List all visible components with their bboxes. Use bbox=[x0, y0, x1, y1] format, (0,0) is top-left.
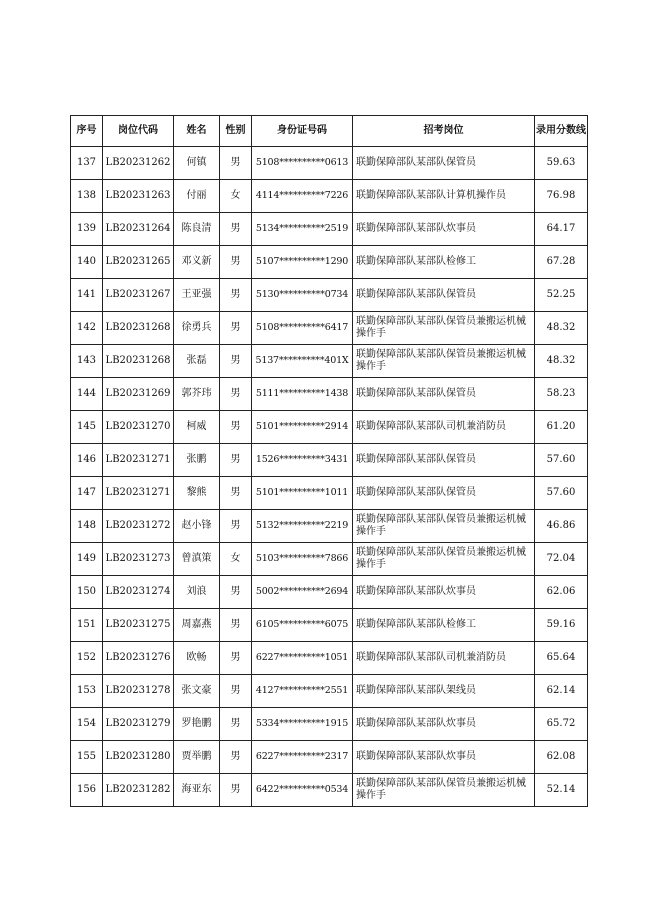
id-number-cell: 6105**********6075 bbox=[252, 609, 353, 642]
post-code-cell: LB20231271 bbox=[103, 477, 174, 510]
name-cell: 邓义新 bbox=[174, 246, 220, 279]
name-cell: 张鹏 bbox=[174, 444, 220, 477]
gender-cell: 男 bbox=[220, 609, 252, 642]
id-number-cell: 5134**********2519 bbox=[252, 213, 353, 246]
seq-cell: 140 bbox=[71, 246, 103, 279]
score-cell: 59.16 bbox=[535, 609, 588, 642]
gender-cell: 男 bbox=[220, 147, 252, 180]
name-cell: 罗艳鹏 bbox=[174, 708, 220, 741]
name-cell: 张磊 bbox=[174, 345, 220, 378]
position-cell: 联勤保障部队某部队保管员 bbox=[353, 147, 535, 180]
gender-cell: 女 bbox=[220, 543, 252, 576]
seq-cell: 153 bbox=[71, 675, 103, 708]
seq-cell: 152 bbox=[71, 642, 103, 675]
post-code-cell: LB20231272 bbox=[103, 510, 174, 543]
id-number-cell: 5108**********0613 bbox=[252, 147, 353, 180]
table-row bbox=[71, 543, 588, 576]
id-number-cell: 5108**********6417 bbox=[252, 312, 353, 345]
name-cell: 柯威 bbox=[174, 411, 220, 444]
table-body bbox=[71, 147, 588, 807]
post-code-cell: LB20231268 bbox=[103, 312, 174, 345]
seq-cell: 144 bbox=[71, 378, 103, 411]
position-cell: 联勤保障部队某部队架线员 bbox=[353, 675, 535, 708]
gender-cell: 男 bbox=[220, 279, 252, 312]
gender-cell: 男 bbox=[220, 312, 252, 345]
header-row bbox=[71, 116, 588, 147]
post-code-cell: LB20231280 bbox=[103, 741, 174, 774]
column-header-name: 姓名 bbox=[174, 116, 220, 147]
post-code-cell: LB20231274 bbox=[103, 576, 174, 609]
post-code-cell: LB20231279 bbox=[103, 708, 174, 741]
seq-cell: 155 bbox=[71, 741, 103, 774]
post-code-cell: LB20231271 bbox=[103, 444, 174, 477]
gender-cell: 男 bbox=[220, 378, 252, 411]
column-header-position: 招考岗位 bbox=[353, 116, 535, 147]
column-header-seq: 序号 bbox=[71, 116, 103, 147]
name-cell: 周嘉燕 bbox=[174, 609, 220, 642]
score-cell: 72.04 bbox=[535, 543, 588, 576]
post-code-cell: LB20231270 bbox=[103, 411, 174, 444]
position-cell: 联勤保障部队某部队检修工 bbox=[353, 246, 535, 279]
seq-cell: 156 bbox=[71, 774, 103, 807]
score-cell: 62.06 bbox=[535, 576, 588, 609]
post-code-cell: LB20231262 bbox=[103, 147, 174, 180]
seq-cell: 150 bbox=[71, 576, 103, 609]
id-number-cell: 6422**********0534 bbox=[252, 774, 353, 807]
post-code-cell: LB20231263 bbox=[103, 180, 174, 213]
column-header-id-number: 身份证号码 bbox=[252, 116, 353, 147]
score-cell: 46.86 bbox=[535, 510, 588, 543]
gender-cell: 男 bbox=[220, 345, 252, 378]
score-cell: 61.20 bbox=[535, 411, 588, 444]
id-number-cell: 4114**********7226 bbox=[252, 180, 353, 213]
id-number-cell: 5334**********1915 bbox=[252, 708, 353, 741]
post-code-cell: LB20231269 bbox=[103, 378, 174, 411]
post-code-cell: LB20231265 bbox=[103, 246, 174, 279]
position-cell: 联勤保障部队某部队保管员兼搬运机械操作手 bbox=[353, 510, 535, 543]
name-cell: 陈良清 bbox=[174, 213, 220, 246]
score-cell: 57.60 bbox=[535, 444, 588, 477]
gender-cell: 男 bbox=[220, 774, 252, 807]
table-row bbox=[71, 213, 588, 246]
position-cell: 联勤保障部队某部队保管员 bbox=[353, 378, 535, 411]
name-cell: 徐勇兵 bbox=[174, 312, 220, 345]
name-cell: 王亚强 bbox=[174, 279, 220, 312]
seq-cell: 154 bbox=[71, 708, 103, 741]
position-cell: 联勤保障部队某部队炊事员 bbox=[353, 708, 535, 741]
position-cell: 联勤保障部队某部队司机兼消防员 bbox=[353, 642, 535, 675]
table-row bbox=[71, 345, 588, 378]
table-row bbox=[71, 642, 588, 675]
table-row bbox=[71, 774, 588, 807]
gender-cell: 男 bbox=[220, 411, 252, 444]
seq-cell: 142 bbox=[71, 312, 103, 345]
table-header bbox=[71, 116, 588, 147]
seq-cell: 143 bbox=[71, 345, 103, 378]
table-row bbox=[71, 246, 588, 279]
score-cell: 64.17 bbox=[535, 213, 588, 246]
gender-cell: 男 bbox=[220, 675, 252, 708]
name-cell: 郭芥玮 bbox=[174, 378, 220, 411]
table-row bbox=[71, 411, 588, 444]
name-cell: 刘浪 bbox=[174, 576, 220, 609]
score-cell: 65.64 bbox=[535, 642, 588, 675]
position-cell: 联勤保障部队某部队保管员兼搬运机械操作手 bbox=[353, 543, 535, 576]
score-cell: 48.32 bbox=[535, 312, 588, 345]
post-code-cell: LB20231282 bbox=[103, 774, 174, 807]
table-row bbox=[71, 675, 588, 708]
table-row bbox=[71, 378, 588, 411]
post-code-cell: LB20231264 bbox=[103, 213, 174, 246]
table-row bbox=[71, 609, 588, 642]
id-number-cell: 5101**********2914 bbox=[252, 411, 353, 444]
name-cell: 贾举鹏 bbox=[174, 741, 220, 774]
table-row bbox=[71, 180, 588, 213]
position-cell: 联勤保障部队某部队保管员兼搬运机械操作手 bbox=[353, 774, 535, 807]
table-row bbox=[71, 279, 588, 312]
table-row bbox=[71, 477, 588, 510]
seq-cell: 146 bbox=[71, 444, 103, 477]
name-cell: 曾滇策 bbox=[174, 543, 220, 576]
position-cell: 联勤保障部队某部队保管员 bbox=[353, 279, 535, 312]
score-cell: 52.14 bbox=[535, 774, 588, 807]
id-number-cell: 5130**********0734 bbox=[252, 279, 353, 312]
position-cell: 联勤保障部队某部队保管员兼搬运机械操作手 bbox=[353, 345, 535, 378]
table-row bbox=[71, 708, 588, 741]
score-cell: 67.28 bbox=[535, 246, 588, 279]
gender-cell: 男 bbox=[220, 444, 252, 477]
name-cell: 海亚东 bbox=[174, 774, 220, 807]
table-row bbox=[71, 576, 588, 609]
table-row bbox=[71, 147, 588, 180]
post-code-cell: LB20231273 bbox=[103, 543, 174, 576]
name-cell: 黎熊 bbox=[174, 477, 220, 510]
position-cell: 联勤保障部队某部队保管员兼搬运机械操作手 bbox=[353, 312, 535, 345]
score-cell: 62.08 bbox=[535, 741, 588, 774]
seq-cell: 138 bbox=[71, 180, 103, 213]
score-cell: 52.25 bbox=[535, 279, 588, 312]
gender-cell: 男 bbox=[220, 708, 252, 741]
id-number-cell: 5111**********1438 bbox=[252, 378, 353, 411]
seq-cell: 151 bbox=[71, 609, 103, 642]
name-cell: 何镇 bbox=[174, 147, 220, 180]
id-number-cell: 5002**********2694 bbox=[252, 576, 353, 609]
name-cell: 欧畅 bbox=[174, 642, 220, 675]
post-code-cell: LB20231275 bbox=[103, 609, 174, 642]
table-row bbox=[71, 741, 588, 774]
id-number-cell: 4127**********2551 bbox=[252, 675, 353, 708]
position-cell: 联勤保障部队某部队保管员 bbox=[353, 477, 535, 510]
table-row bbox=[71, 444, 588, 477]
column-header-gender: 性别 bbox=[220, 116, 252, 147]
gender-cell: 男 bbox=[220, 246, 252, 279]
gender-cell: 男 bbox=[220, 741, 252, 774]
score-cell: 65.72 bbox=[535, 708, 588, 741]
seq-cell: 141 bbox=[71, 279, 103, 312]
gender-cell: 男 bbox=[220, 510, 252, 543]
admission-table bbox=[70, 115, 588, 807]
id-number-cell: 6227**********1051 bbox=[252, 642, 353, 675]
position-cell: 联勤保障部队某部队炊事员 bbox=[353, 213, 535, 246]
name-cell: 付丽 bbox=[174, 180, 220, 213]
seq-cell: 148 bbox=[71, 510, 103, 543]
id-number-cell: 1526**********3431 bbox=[252, 444, 353, 477]
position-cell: 联勤保障部队某部队炊事员 bbox=[353, 576, 535, 609]
table-row bbox=[71, 510, 588, 543]
position-cell: 联勤保障部队某部队计算机操作员 bbox=[353, 180, 535, 213]
gender-cell: 女 bbox=[220, 180, 252, 213]
seq-cell: 145 bbox=[71, 411, 103, 444]
name-cell: 张文豪 bbox=[174, 675, 220, 708]
gender-cell: 男 bbox=[220, 642, 252, 675]
column-header-post-code: 岗位代码 bbox=[103, 116, 174, 147]
post-code-cell: LB20231267 bbox=[103, 279, 174, 312]
gender-cell: 男 bbox=[220, 213, 252, 246]
position-cell: 联勤保障部队某部队司机兼消防员 bbox=[353, 411, 535, 444]
gender-cell: 男 bbox=[220, 477, 252, 510]
position-cell: 联勤保障部队某部队保管员 bbox=[353, 444, 535, 477]
id-number-cell: 5103**********7866 bbox=[252, 543, 353, 576]
position-cell: 联勤保障部队某部队检修工 bbox=[353, 609, 535, 642]
score-cell: 48.32 bbox=[535, 345, 588, 378]
score-cell: 59.63 bbox=[535, 147, 588, 180]
position-cell: 联勤保障部队某部队炊事员 bbox=[353, 741, 535, 774]
score-cell: 58.23 bbox=[535, 378, 588, 411]
id-number-cell: 5132**********2219 bbox=[252, 510, 353, 543]
id-number-cell: 5137**********401X bbox=[252, 345, 353, 378]
post-code-cell: LB20231276 bbox=[103, 642, 174, 675]
seq-cell: 149 bbox=[71, 543, 103, 576]
score-cell: 76.98 bbox=[535, 180, 588, 213]
id-number-cell: 5101**********1011 bbox=[252, 477, 353, 510]
post-code-cell: LB20231268 bbox=[103, 345, 174, 378]
seq-cell: 147 bbox=[71, 477, 103, 510]
table-row bbox=[71, 312, 588, 345]
gender-cell: 男 bbox=[220, 576, 252, 609]
score-cell: 62.14 bbox=[535, 675, 588, 708]
seq-cell: 139 bbox=[71, 213, 103, 246]
name-cell: 赵小锋 bbox=[174, 510, 220, 543]
column-header-score: 录用分数线 bbox=[535, 116, 588, 147]
id-number-cell: 5107**********1290 bbox=[252, 246, 353, 279]
seq-cell: 137 bbox=[71, 147, 103, 180]
id-number-cell: 6227**********2317 bbox=[252, 741, 353, 774]
post-code-cell: LB20231278 bbox=[103, 675, 174, 708]
score-cell: 57.60 bbox=[535, 477, 588, 510]
